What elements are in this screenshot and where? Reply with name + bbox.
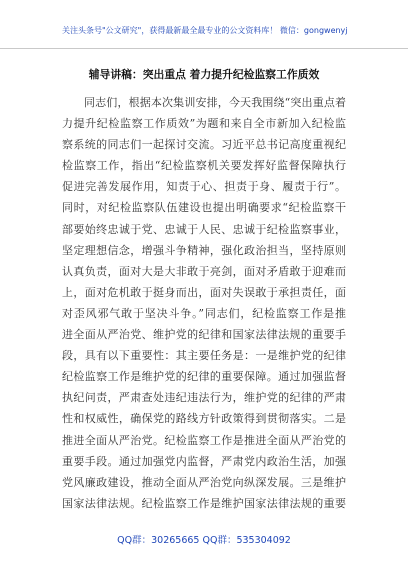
- body-line: 同时，对纪检监察队伍建设也提出明确要求“纪检监察干: [62, 201, 346, 215]
- body-line: 党风廉政建设，推动全面从严治党向纵深发展。三是维护: [62, 475, 346, 489]
- header-promo-text: 关注头条号"公文研究"，获得最新最全最专业的公文资料库！ 微信：gongwenyj: [62, 26, 348, 35]
- body-line: 对歪风邪气敢于坚决斗争。”同志们，纪检监察工作是推: [62, 306, 346, 320]
- body-line: 性和权威性，确保党的路线方针政策得到贯彻落实。二是: [62, 412, 346, 426]
- body-line: 段，具有以下重要性：其主要任务是：一是维护党的纪律: [62, 349, 346, 363]
- body-line: 进全面从严治党、维护党的纪律和国家法律法规的重要手: [62, 328, 346, 342]
- body-line: 部要始终忠诚于党、忠诚于人民、忠诚于纪检监察事业，: [62, 222, 346, 236]
- body-line: 坚定理想信念，增强斗争精神，强化政治担当，坚持原则: [62, 243, 346, 257]
- body-line: 力提升纪检监察工作质效”为题和来自全市新加入纪检监: [62, 117, 346, 131]
- body-line: 纪检监察工作是维护党的纪律的重要保障。通过加强监督: [62, 370, 346, 384]
- body-line: 认真负责，面对大是大非敢于亮剑，面对矛盾敢于迎难而: [62, 264, 346, 278]
- body-line: 上，面对危机敢于挺身而出，面对失误敢于承担责任，面: [62, 285, 346, 299]
- body-line: 推进全面从严治党。纪检监察工作是推进全面从严治党的: [62, 433, 346, 447]
- footer-qq-groups: QQ群：30265665 QQ群：535304092: [117, 535, 291, 546]
- body-line: 执纪问责，严肃查处违纪违法行为，维护党的纪律的严肃: [62, 391, 346, 405]
- body-line: 检监察工作，指出“纪检监察机关要发挥好监督保障执行: [62, 159, 346, 173]
- body-line: 国家法律法规。纪检监察工作是维护国家法律法规的重要: [62, 496, 346, 510]
- page-header: [0, 0, 408, 49]
- body-line: 重要手段。通过加强党内监督，严肃党内政治生活，加强: [62, 454, 346, 468]
- body-line: 察系统的同志们一起探讨交流。习近平总书记高度重视纪: [62, 138, 346, 152]
- body-line: 同志们，根据本次集训安排，今天我围绕“突出重点着: [84, 96, 346, 109]
- body-line: 促进完善发展作用，知责于心、担责于身、履责于行”。: [62, 180, 346, 194]
- document-title: 辅导讲稿：突出重点 着力提升纪检监察工作质效: [88, 68, 320, 81]
- document-body: [62, 92, 346, 514]
